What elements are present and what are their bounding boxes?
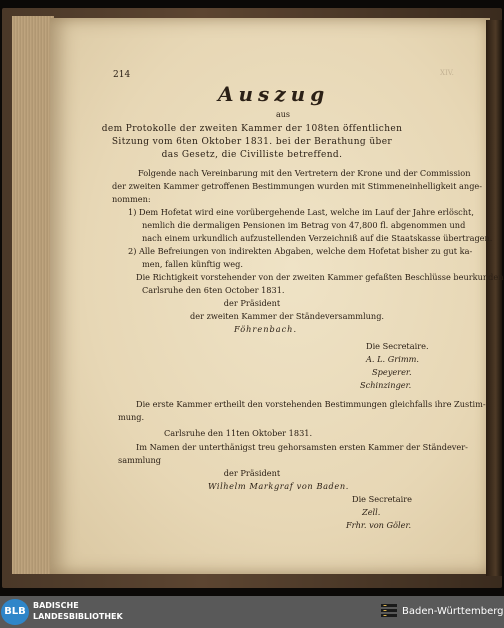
secretaries-label: Die Secretaire. (366, 341, 429, 351)
show-through-text: XIV. (440, 69, 454, 77)
page-number: 214 (113, 70, 131, 80)
page-block-edge (12, 16, 54, 574)
secretary-name: Speyerer. (372, 367, 412, 377)
intro-line-1: Folgende nach Vereinbarung mit den Vertretern der Krone und der Commission (138, 168, 471, 178)
date-line: Carlsruhe den 11ten Oktober 1831. (164, 428, 313, 438)
president-label: der Präsident (223, 298, 281, 308)
intro-line-3: nommen: (112, 194, 151, 204)
lions-coat-of-arms-icon (380, 602, 398, 622)
blb-logo[interactable]: BLB (1, 599, 29, 625)
document-title: Auszug (218, 82, 330, 106)
library-name-line-1: BADISCHE (33, 601, 79, 610)
confirm-line-1: Die Richtigkeit vorstehender von der zweiten Kammer gefaßten Beschlüsse beurkunden (136, 272, 504, 282)
president-name: Föhrenbach. (234, 324, 298, 334)
name-line-1: Im Namen der unterthänigst treu gehorsamsten ersten Kammer der Ständever- (136, 442, 468, 452)
chamber-line: der zweiten Kammer der Ständeversammlung. (190, 311, 385, 321)
heading-line-1: dem Protokolle der zweiten Kammer der 108ten öffentlichen (101, 124, 403, 134)
first-chamber-line-2: mung. (118, 412, 145, 422)
confirm-line-2: Carlsruhe den 6ten October 1831. (142, 285, 285, 295)
secretary2-name: Zell. (362, 507, 381, 517)
state-name[interactable]: Baden-Württemberg (402, 606, 504, 617)
item1-line-2: nemlich die dermaligen Pensionen im Betrag von 47,800 fl. abgenommen und (142, 220, 466, 230)
president2-name: Wilhelm Markgraf von Baden. (208, 481, 349, 491)
item1-line-3: nach einem urkundlich aufzustellenden Verzeichniß auf die Staatskasse übertragen. (142, 233, 493, 243)
heading-line-3: das Gesetz, die Civilliste betreffend. (161, 150, 343, 160)
library-name[interactable] (33, 600, 123, 622)
first-chamber-line-1: Die erste Kammer ertheilt den vorstehenden Bestimmungen gleichfalls ihre Zustim- (136, 399, 486, 409)
secretary2-name: Frhr. von Göler. (346, 520, 412, 530)
title-sub: aus (276, 110, 291, 119)
library-name-line-2: LANDESBIBLIOTHEK (33, 612, 123, 621)
president2-label: der Präsident (223, 468, 281, 478)
intro-line-2: der zweiten Kammer getroffenen Bestimmungen wurden mit Stimmeneinhelligkeit ange- (112, 181, 483, 191)
secretaries2-label: Die Secretaire (352, 494, 412, 504)
heading-line-2: Sitzung vom 6ten Oktober 1831. bei der Berathung über (111, 137, 393, 147)
name-line-2: sammlung (118, 455, 162, 465)
item2-line-2: men, fallen künftig weg. (142, 259, 243, 269)
secretary-name: A. L. Grimm. (366, 354, 419, 364)
secretary-name: Schinzinger. (360, 380, 412, 390)
item2-line-1: 2) Alle Befreiungen von indirekten Abgaben, welche dem Hofetat bisher zu gut ka- (128, 246, 473, 256)
footer-bar (0, 596, 504, 628)
item1-line-1: 1) Dem Hofetat wird eine vorübergehende Last, welche im Lauf der Jahre erlöscht, (128, 207, 474, 217)
